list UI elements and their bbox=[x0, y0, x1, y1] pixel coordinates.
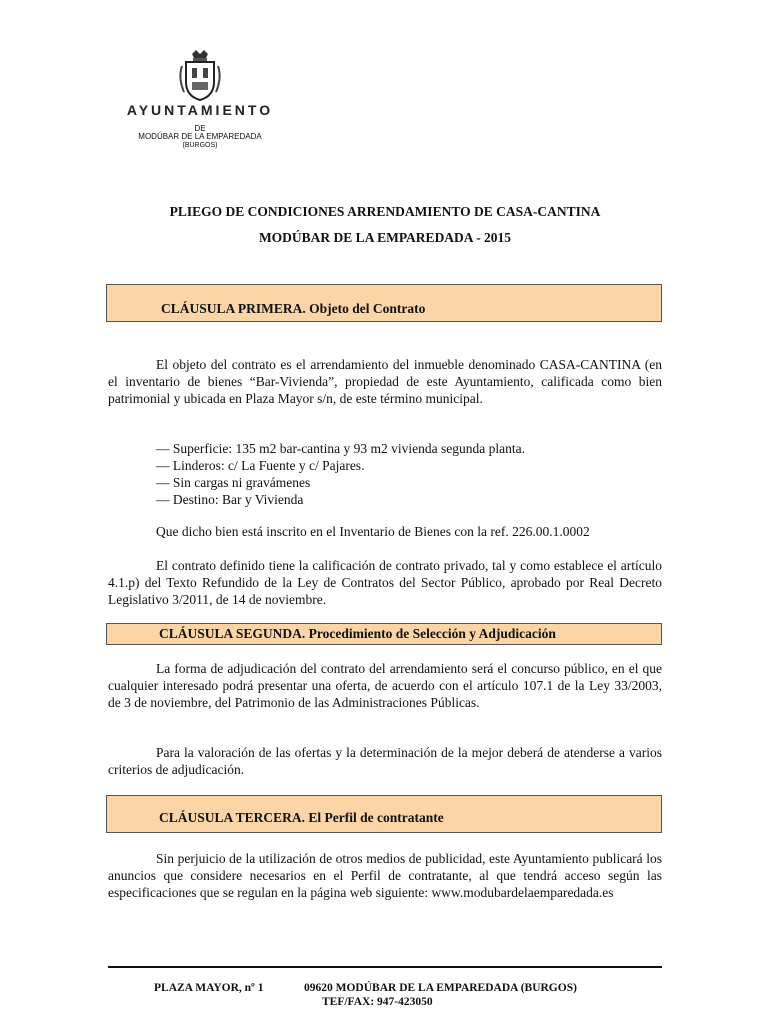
footer-phone: TEF/FAX: 947-423050 bbox=[322, 996, 433, 1008]
paragraph-calificacion: El contrato definido tiene la calificación de contrato privado, tal y como establece el artículo 4.1.p) del Texto Refundido de la Ley de Contratos del Sector Público, aprobado por Real Decreto Legislativo 3/2011, de 14 de noviembre. bbox=[108, 558, 662, 607]
municipal-logo bbox=[120, 48, 280, 166]
org-name: AYUNTAMIENTO bbox=[126, 102, 274, 118]
coat-of-arms-icon bbox=[162, 48, 238, 102]
paragraph-inventario: Que dicho bien está inscrito en el Inventario de Bienes con la ref. 226.00.1.0002 bbox=[156, 524, 590, 539]
paragraph-objeto: El objeto del contrato es el arrendamiento del inmueble denominado CASA-CANTINA (en el inventario de bienes “Bar-Vivienda”, propiedad de este Ayuntamiento, calificada como bien patrimonial y ubicada en Plaza Mayor s/n, de este término municipal. bbox=[108, 357, 662, 406]
footer-locality: 09620 MODÚBAR DE LA EMPAREDADA (BURGOS) bbox=[304, 982, 577, 994]
clause-heading-segunda: CLÁUSULA SEGUNDA. Procedimiento de Selección y Adjudicación bbox=[106, 623, 662, 645]
clause-heading-primera: CLÁUSULA PRIMERA. Objeto del Contrato bbox=[106, 284, 662, 322]
org-province: (BURGOS) bbox=[182, 142, 218, 149]
list-item: — Superficie: 135 m2 bar-cantina y 93 m2 vivienda segunda planta. bbox=[156, 441, 526, 456]
footer-address: PLAZA MAYOR, nº 1 bbox=[154, 982, 264, 994]
paragraph-adjudicacion: La forma de adjudicación del contrato del arrendamiento será el concurso público, en el que cualquier interesado podrá presentar una oferta, de acuerdo con el artículo 107.1 de la Ley 33/2003, de 3 de noviembre, del Patrimonio de las Administraciones Públicas. bbox=[108, 661, 662, 710]
property-details-list bbox=[156, 440, 656, 508]
document-title-line2: MODÚBAR DE LA EMPAREDADA - 2015 bbox=[258, 230, 512, 245]
document-title-line1: PLIEGO DE CONDICIONES ARRENDAMIENTO DE CASA-CANTINA bbox=[169, 204, 601, 219]
org-place: MODÚBAR DE LA EMPAREDADA bbox=[138, 132, 262, 141]
org-de: DE bbox=[194, 124, 206, 133]
footer-divider bbox=[108, 966, 662, 968]
paragraph-perfil: Sin perjuicio de la utilización de otros medios de publicidad, este Ayuntamiento publicará los anuncios que considere necesarios en el Perfil de contratante, al que tendrá acceso según las especificaciones que se regulan en la página web siguiente: www.modubardelaemparedada.es bbox=[108, 851, 662, 900]
clause-heading-tercera: CLÁUSULA TERCERA. El Perfil de contratante bbox=[106, 795, 662, 833]
list-item: — Linderos: c/ La Fuente y c/ Pajares. bbox=[156, 458, 365, 473]
paragraph-valoracion: Para la valoración de las ofertas y la determinación de la mejor deberá de atenderse a varios criterios de adjudicación. bbox=[108, 745, 662, 777]
list-item: — Destino: Bar y Vivienda bbox=[156, 492, 304, 507]
list-item: — Sin cargas ni gravámenes bbox=[156, 475, 311, 490]
